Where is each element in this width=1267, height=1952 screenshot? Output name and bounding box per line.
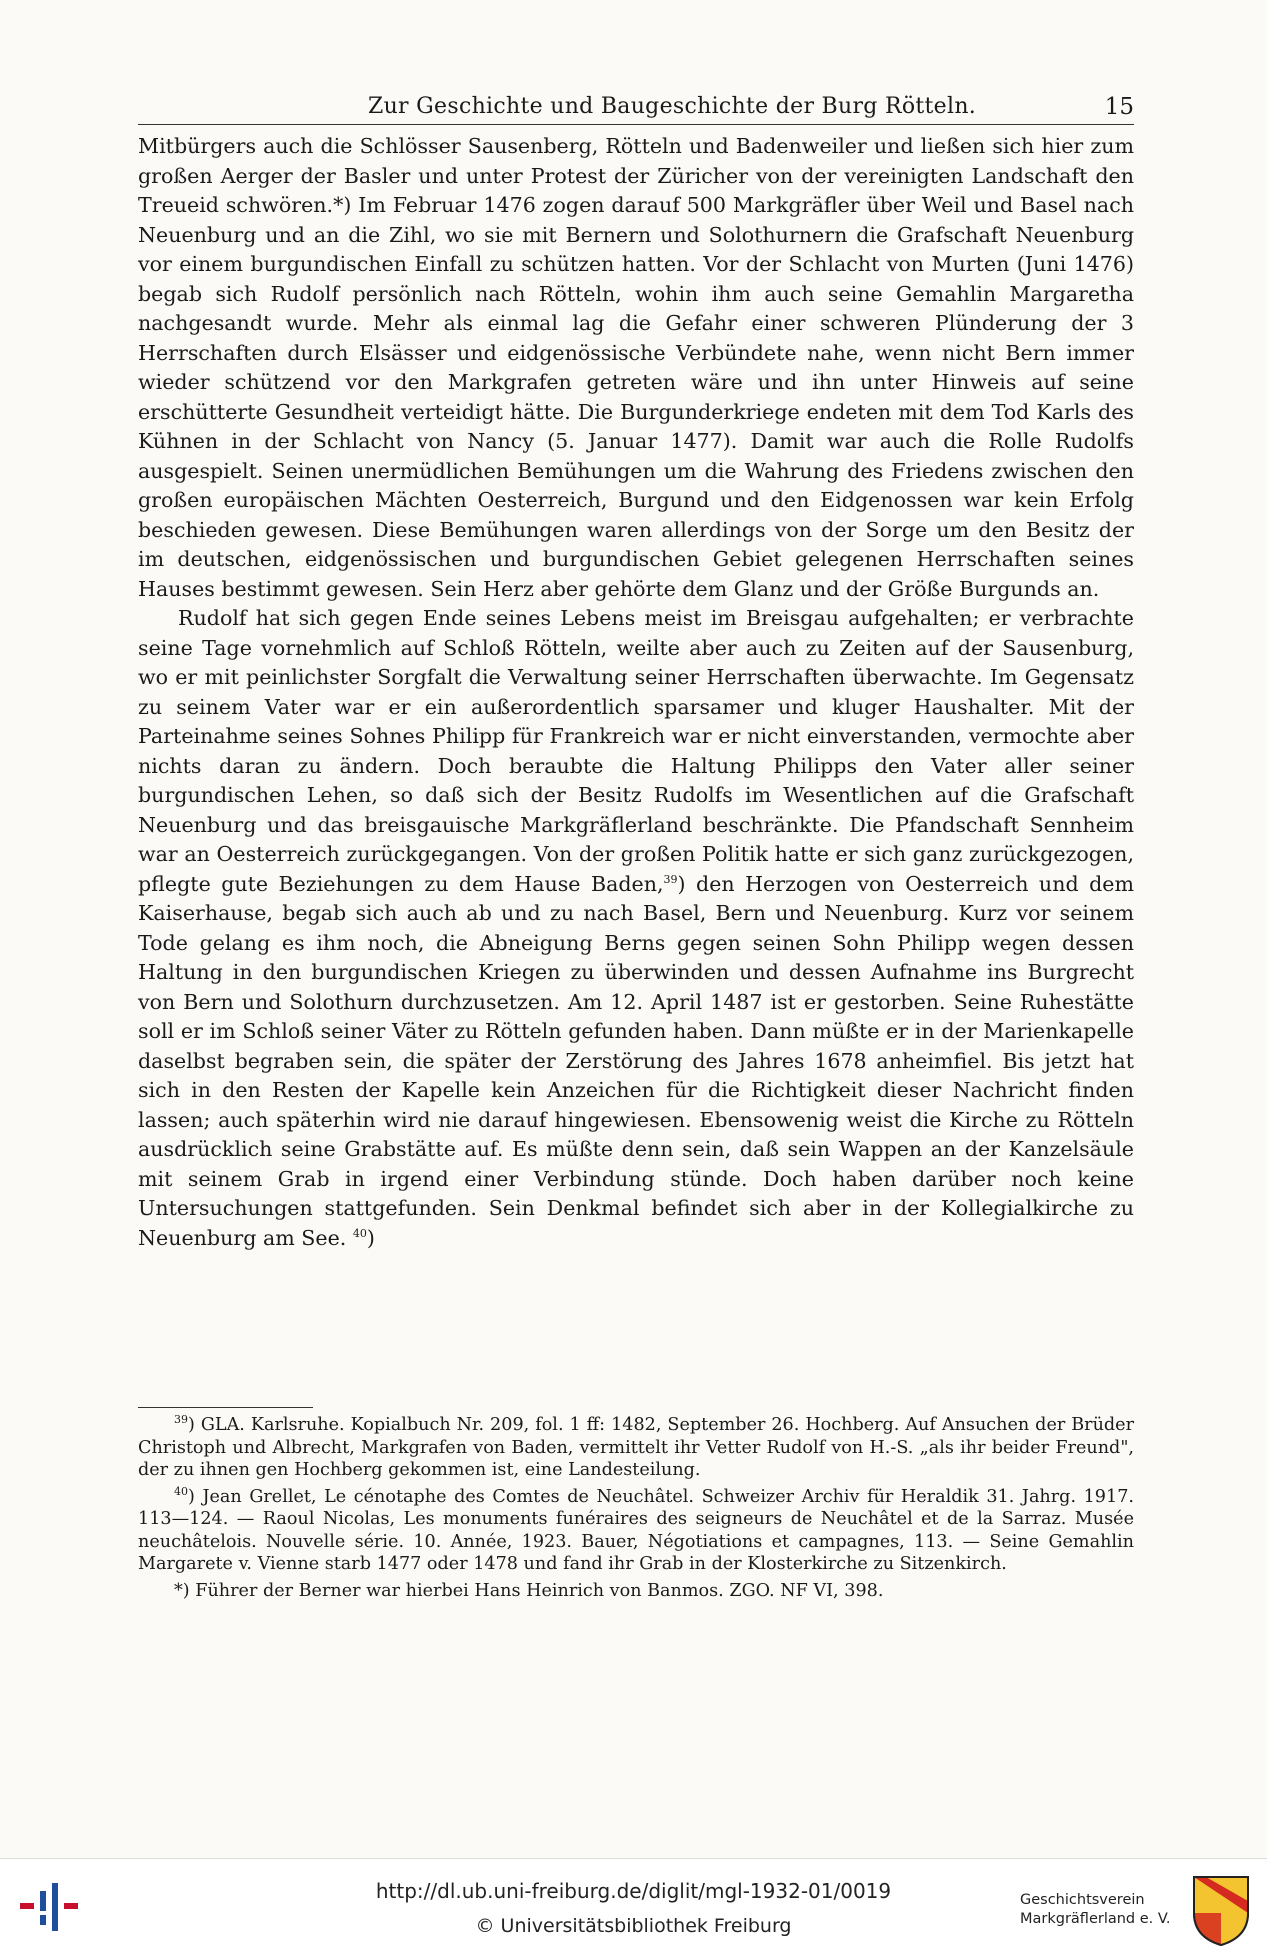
footnote-ref-39: 39 xyxy=(663,872,678,886)
footnote-star: *) Führer der Berner war hierbei Hans Heinrich von Banmos. ZGO. NF VI, 398. xyxy=(174,1580,884,1601)
footnote-40 xyxy=(138,1486,1134,1576)
paragraph-2-part-b: ) den Herzogen von Oesterreich und dem Kaiserhause, begab sich auch ab und zu nach Basel, Bern und Neuenburg. Kurz vor seinem Tode gelang es ihm noch, die Abneigung Berns gegen seinen Sohn Philipp wegen dessen Haltung in den burgundischen Kriegen zu überwinden und dessen Aufnahme ins Burgrecht von Bern und Solothurn durchzusetzen. Am 12. April 1487 ist er gestorben. Seine Ruhestätte soll er im Schloß seiner Väter zu Rötteln gefunden haben. Dann müßte er in der Marienkapelle daselbst begraben sein, die später der Zerstörung des Jahres 1678 anheimfiel. Bis jetzt hat sich in den Resten der Kapelle kein Anzeichen für die Richtigkeit dieser Nachricht finden lassen; auch späterhin wird nie darauf hingewiesen. Ebensowenig weist die Kirche zu Rötteln ausdrücklich seine Grabstätte auf. Es müßte denn sein, daß sein Wappen an der Kanzelsäule mit seinem Grab in irgend einer Verbindung stünde. Doch haben darüber noch keine Untersuchungen stattgefunden. Sein Denkmal befindet sich aber in der Kollegialkirche zu Neuenburg am See. xyxy=(138,871,1134,1250)
footnote-40-number: 40 xyxy=(174,1484,188,1498)
footnote-ref-40: 40 xyxy=(352,1226,367,1240)
paragraph-2: Rudolf hat sich gegen Ende seines Lebens meist im Breisgau aufgehalten; er verbrachte seine Tage vornehmlich auf Schloß Rötteln, weilte aber auch zu Zeiten auf der Sausenburg, wo er mit peinlichster Sorgfalt die Verwaltung seiner Herrschaften überwachte. Im Gegensatz zu seinem Vater war er ein außerordentlich sparsamer und kluger Haushalter. Mit der Parteinahme seines Sohnes Philipp für Frankreich war er nicht einverstanden, vermochte aber nichts daran zu ändern. Doch beraubte die Haltung Philipps den Vater aller seiner burgundischen Lehen, so daß sich der Besitz Rudolfs im Wesentlichen auf die Grafschaft Neuenburg und das breisgauische Markgräflerland beschränkte. Die Pfandschaft Sennheim war an Oesterreich zurückgegangen. Von der großen Politik hatte er sich ganz zurückgezogen, pflegte gute Beziehungen zu dem Hause Baden,$^{39}$) den Herzogen von Oesterreich und dem Kaiserhause, begab sich auch ab und zu nach Basel, Bern und Neuenburg. Kurz vor seinem Tode gelang es ihm noch, die Abneigung Berns gegen seinen Sohn Philipp wegen dessen Haltung in den burgundischen Kriegen zu überwinden und dessen Aufnahme ins Burgrecht von Bern und Solothurn durchzusetzen. Am 12. April 1487 ist er gestorben. Seine Ruhestätte soll er im Schloß seiner Väter zu Rötteln gefunden haben. Dann müßte er in der Marienkapelle daselbst begraben sein, die später der Zerstörung des Jahres 1678 anheimfiel. Bis jetzt hat sich in den Resten der Kapelle kein Anzeichen für die Richtigkeit dieser Nachricht finden lassen; auch späterhin wird nie darauf hingewiesen. Ebensowenig weist die Kirche zu Rötteln ausdrücklich seine Grabstätte auf. Es müßte denn sein, daß sein Wappen an der Kanzelsäule mit seinem Grab in irgend einer Verbindung stünde. Doch haben darüber noch keine Untersuchungen stattgefunden. Sein Denkmal befindet sich aber in der Kollegialkirche zu Neuenburg am See. $^{40}$) xyxy=(138,606,1134,1250)
society-name-line-1: Geschichtsverein xyxy=(1020,1892,1145,1908)
society-name xyxy=(1020,1891,1195,1929)
page-number: 15 xyxy=(1104,94,1134,120)
body-text xyxy=(138,132,1134,1253)
document-url-link[interactable]: http://dl.ub.uni-freiburg.de/diglit/mgl-1932-01/0019 xyxy=(375,1879,892,1903)
footnote-39 xyxy=(138,1414,1134,1482)
footnote-divider xyxy=(138,1407,313,1408)
viewer-footer xyxy=(0,1858,1267,1952)
footnote-39-number: 39 xyxy=(174,1413,188,1427)
coat-of-arms-icon xyxy=(1190,1873,1252,1947)
society-name-line-2: Markgräflerland e. V. xyxy=(1020,1911,1171,1927)
paragraph-1: Mitbürgers auch die Schlösser Sausenberg, Rötteln und Badenweiler und ließen sich hier zum großen Aerger der Basler und unter Protest der Züricher von der vereinigten Landschaft den Treueid schwören.*) Im Februar 1476 zogen darauf 500 Markgräfler über Weil und Basel nach Neuenburg und an die Zihl, wo sie mit Bernern und Solothurnern die Grafschaft Neuenburg vor einem burgundischen Einfall zu schützen hatten. Vor der Schlacht von Murten (Juni 1476) begab sich Rudolf persönlich nach Rötteln, wohin ihm auch seine Gemahlin Margaretha nachgesandt wurde. Mehr als einmal lag die Gefahr einer schweren Plünderung der 3 Herrschaften durch Elsässer und eidgenössische Verbündete nahe, wenn nicht Bern immer wieder schützend vor den Markgrafen getreten wäre und ihn unter Hinweis auf seine erschütterte Gesundheit verteidigt hätte. Die Burgunderkriege endeten mit dem Tod Karls des Kühnen in der Schlacht von Nancy (5. Januar 1477). Damit war auch die Rolle Rudolfs ausgespielt. Seinen unermüdlichen Bemühungen um die Wahrung des Friedens zwischen den großen europäischen Mächten Oesterreich, Burgund und den Eidgenossen war kein Erfolg beschieden gewesen. Diese Bemühungen waren allerdings von der Sorge um den Besitz der im deutschen, eidgenössischen und burgundischen Gebiet gelegenen Herrschaften seines Hauses bestimmt gewesen. Sein Herz aber gehörte dem Glanz und der Größe Burgunds an. xyxy=(138,134,1134,601)
running-head xyxy=(138,94,1134,125)
paragraph-2-part-a: Rudolf hat sich gegen Ende seines Lebens meist im Breisgau aufgehalten; er verbrachte seine Tage vornehmlich auf Schloß Rötteln, weilte aber auch zu Zeiten auf der Sausenburg, wo er mit peinlichster Sorgfalt die Verwaltung seiner Herrschaften überwachte. Im Gegensatz zu seinem Vater war er ein außerordentlich sparsamer und kluger Haushalter. Mit der Parteinahme seines Sohnes Philipp für Frankreich war er nicht einverstanden, vermochte aber nichts daran zu ändern. Doch beraubte die Haltung Philipps den Vater aller seiner burgundischen Lehen, so daß sich der Besitz Rudolfs im Wesentlichen auf die Grafschaft Neuenburg und das breisgauische Markgräflerland beschränkte. Die Pfandschaft Sennheim war an Oesterreich zurückgegangen. Von der großen Politik hatte er sich ganz zurückgezogen, pflegte gute Beziehungen zu dem Hause Baden, xyxy=(138,606,1134,896)
footnote-40-text: ) Jean Grellet, Le cénotaphe des Comtes de Neuchâtel. Schweizer Archiv für Heraldik 31. Jahrg. 1917. 113—124. — Raoul Nicolas, Les monuments funéraires des seigneurs de Neuchâtel et de la Sarraz. Musée neuchâtelois. Nouvelle série. 10. Année, 1923. Bauer, Négotiations et campagnes, 113. — Seine Gemahlin Margarete v. Vienne starb 1477 oder 1478 und fand ihr Grab in der Klosterkirche zu Sitzenkirch. xyxy=(138,1486,1134,1574)
copyright-notice: © Universitätsbibliothek Freiburg xyxy=(475,1915,792,1937)
footnotes xyxy=(138,1414,1134,1606)
footnote-39-text: ) GLA. Karlsruhe. Kopialbuch Nr. 209, fol. 1 ff: 1482, September 26. Hochberg. Auf Ansuchen der Brüder Christoph und Albrecht, Markgrafen von Baden, vermittelt ihr Vetter Rudolf von H.-S. „als ihr beider Freund", der zu ihnen gen Hochberg gekommen ist, eine Landesteilung. xyxy=(138,1415,1134,1480)
running-title: Zur Geschichte und Baugeschichte der Burg Rötteln. xyxy=(368,94,977,119)
